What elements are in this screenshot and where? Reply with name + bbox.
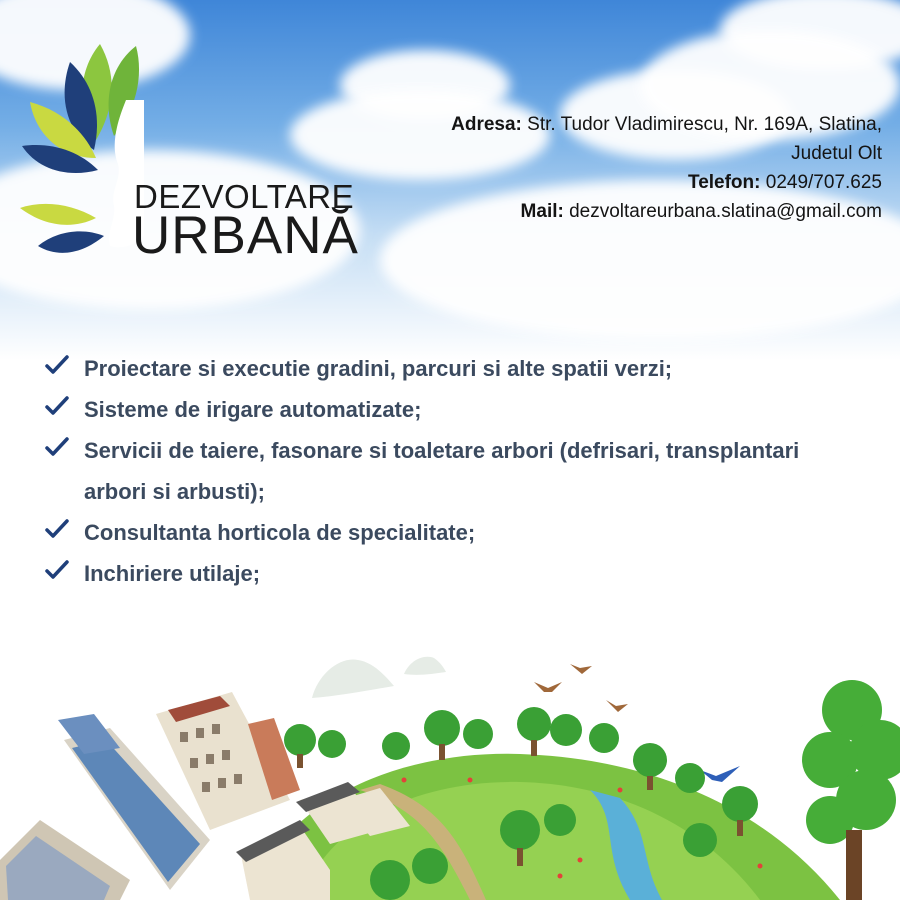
check-icon [44, 516, 70, 542]
address-label: Adresa: [451, 114, 522, 135]
bird-icon [700, 766, 740, 782]
service-item [44, 430, 874, 512]
service-item [44, 389, 874, 430]
address-value: Str. Tudor Vladimirescu, Nr. 169A, Slatina, [527, 114, 882, 135]
service-text: Servicii de taiere, fasonare si toaletare arbori (defrisari, transplantari [84, 438, 800, 463]
bird-icon [570, 664, 592, 674]
service-text: Proiectare si executie gradini, parcuri si alte spatii verzi; [84, 356, 673, 381]
service-text: Sisteme de irigare automatizate; [84, 397, 422, 422]
eco-city-illustration [0, 630, 900, 900]
big-tree [802, 680, 900, 844]
phone-line [382, 168, 882, 197]
service-item [44, 512, 874, 553]
check-icon [44, 393, 70, 419]
mail-label: Mail: [520, 201, 564, 222]
mail-line [382, 197, 882, 226]
service-item [44, 348, 874, 389]
mail-value: dezvoltareurbana.slatina@gmail.com [569, 201, 882, 222]
left-building [0, 820, 130, 900]
service-item [44, 553, 874, 594]
check-icon [44, 557, 70, 583]
brand-logo [18, 40, 378, 270]
phone-value: 0249/707.625 [765, 172, 882, 193]
service-text: Consultanta horticola de specialitate; [84, 520, 476, 545]
check-icon [44, 434, 70, 460]
contact-info [382, 110, 882, 226]
brand-name-line2: URBANĂ [132, 206, 359, 265]
service-text-continued: arbori si arbusti); [84, 479, 265, 504]
brand-name-line1: DEZVOLTARE [134, 178, 355, 215]
small-cloud [404, 657, 446, 675]
phone-label: Telefon: [688, 172, 761, 193]
bird-icon [606, 700, 628, 712]
services-list [44, 348, 874, 594]
check-icon [44, 352, 70, 378]
address-line [382, 110, 882, 139]
small-cloud [312, 659, 394, 698]
service-text: Inchiriere utilaje; [84, 561, 261, 586]
bird-icon [534, 682, 562, 692]
address-line-2: Judetul Olt [791, 143, 882, 164]
big-tree-trunk [846, 830, 862, 900]
